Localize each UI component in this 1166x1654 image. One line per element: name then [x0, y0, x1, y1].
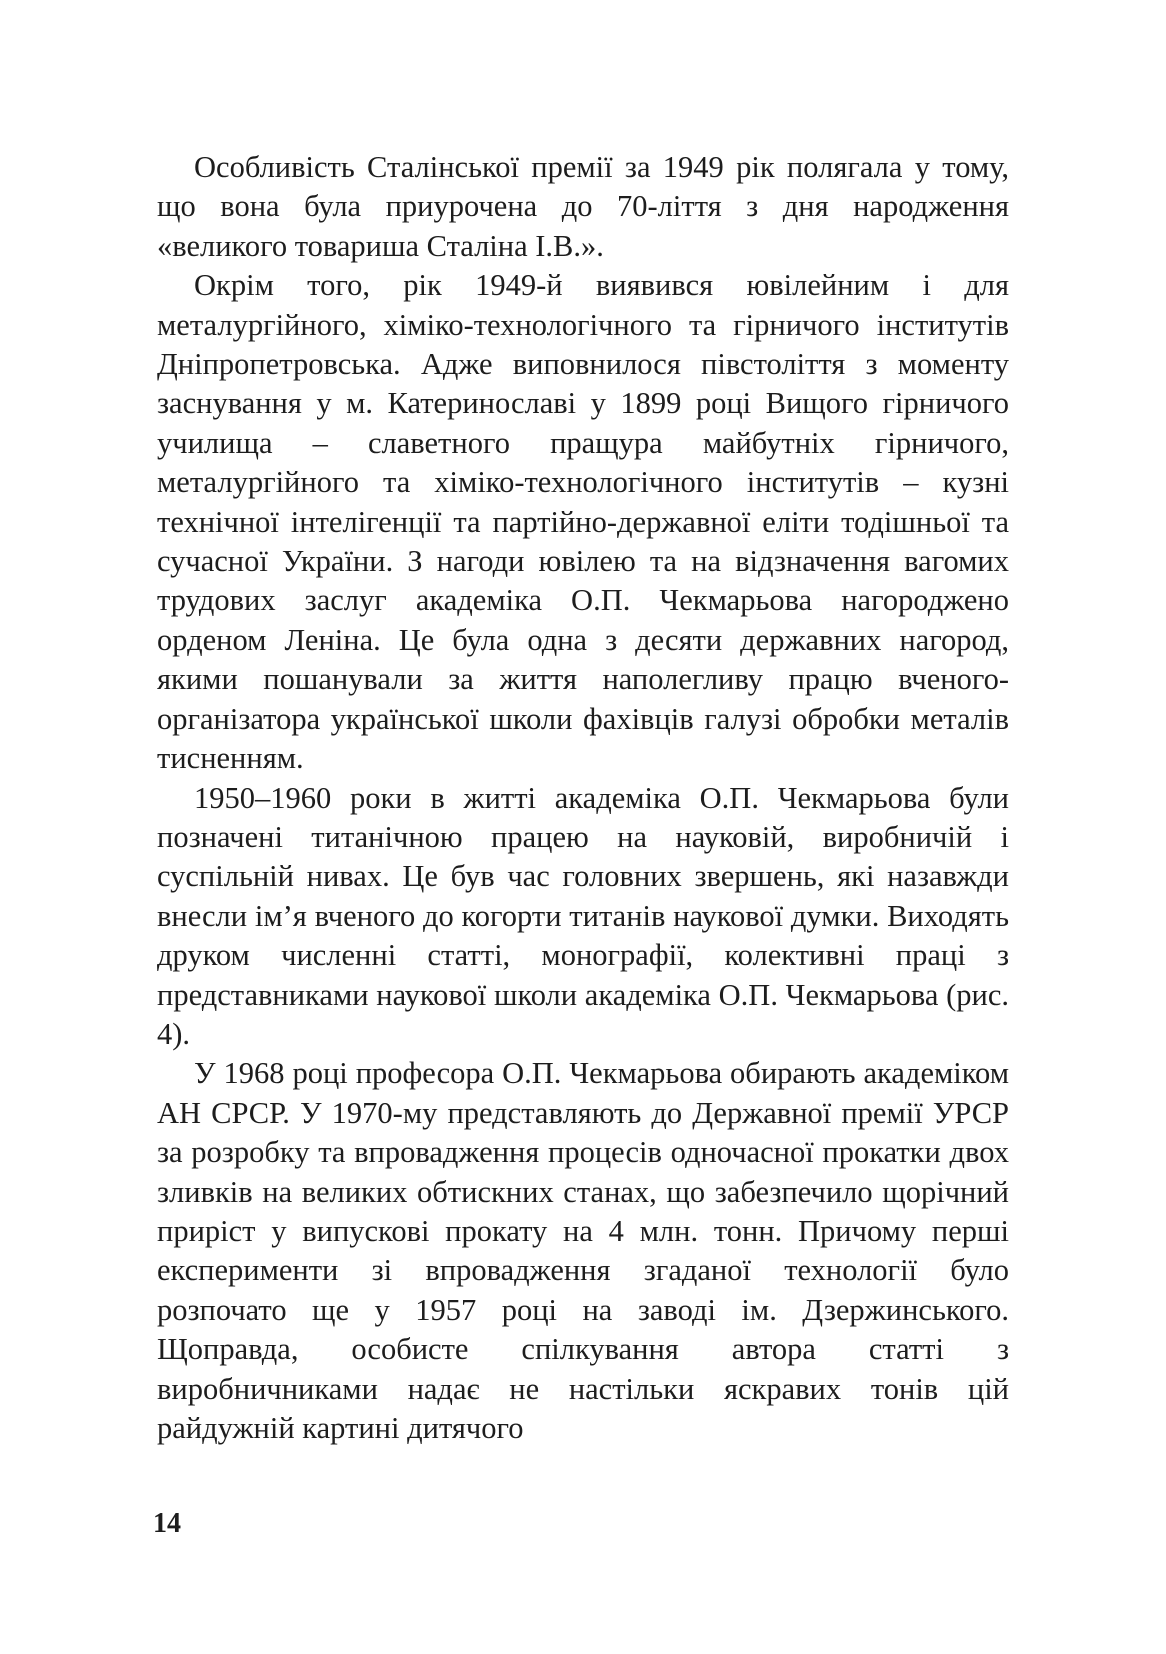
- paragraph-jubilee-1949: Окрім того, рік 1949-й виявився ювілейним і для металургійного, хіміко-технологічного та гірничого інститутів Дніпропетровська. Адже виповнилося півстоліття з моменту заснування у м. Катеринославі у 1899 році Вищого гірничого училища – славетного пращура майбутніх гірничого, металургійного та хіміко-технологічного інститутів – кузні технічної інтелігенції та партійно-державної еліти тодішньої та сучасної України. З нагоди ювілею та на відзначення вагомих трудових заслуг академіка О.П. Чекмарьова нагороджено орденом Леніна. Це була одна з десяти державних нагород, якими пошанували за життя наполегливу працю вченого-організатора української школи фахівців галузі обробки металів тисненням.: [157, 268, 1009, 776]
- body-text: [157, 148, 1009, 1448]
- page-number: 14: [153, 1508, 181, 1539]
- paragraph-stalin-prize: Особливість Сталінської премії за 1949 рік полягала у тому, що вона була приурочена до 70-ліття з дня народження «великого товариша Сталіна І.В.».: [157, 150, 1009, 263]
- paragraph-1950-1960: 1950–1960 роки в житті академіка О.П. Чекмарьова були позначені титанічною працею на науковій, виробничій і суспільній нивах. Це був час головних звершень, які назавжди внесли ім’я вченого до когорти титанів наукової думки. Виходять друком численні статті, монографії, колективні праці з представниками наукової школи академіка О.П. Чекмарьова (рис. 4).: [157, 780, 1009, 1051]
- paragraph-1968-academician: У 1968 році професора О.П. Чекмарьова обирають академіком АН СРСР. У 1970-му представляють до Державної премії УРСР за розробку та впровадження процесів одночасної прокатки двох зливків на великих обтискних станах, що забезпечило щорічний приріст у випускові прокату на 4 млн. тонн. Причому перші експерименти зі впровадження згаданої технології було розпочато ще у 1957 році на заводі ім. Дзержинського. Щоправда, особисте спілкування автора статті з виробничниками надає не настільки яскравих тонів цій райдужній картині дитячого: [157, 1056, 1009, 1445]
